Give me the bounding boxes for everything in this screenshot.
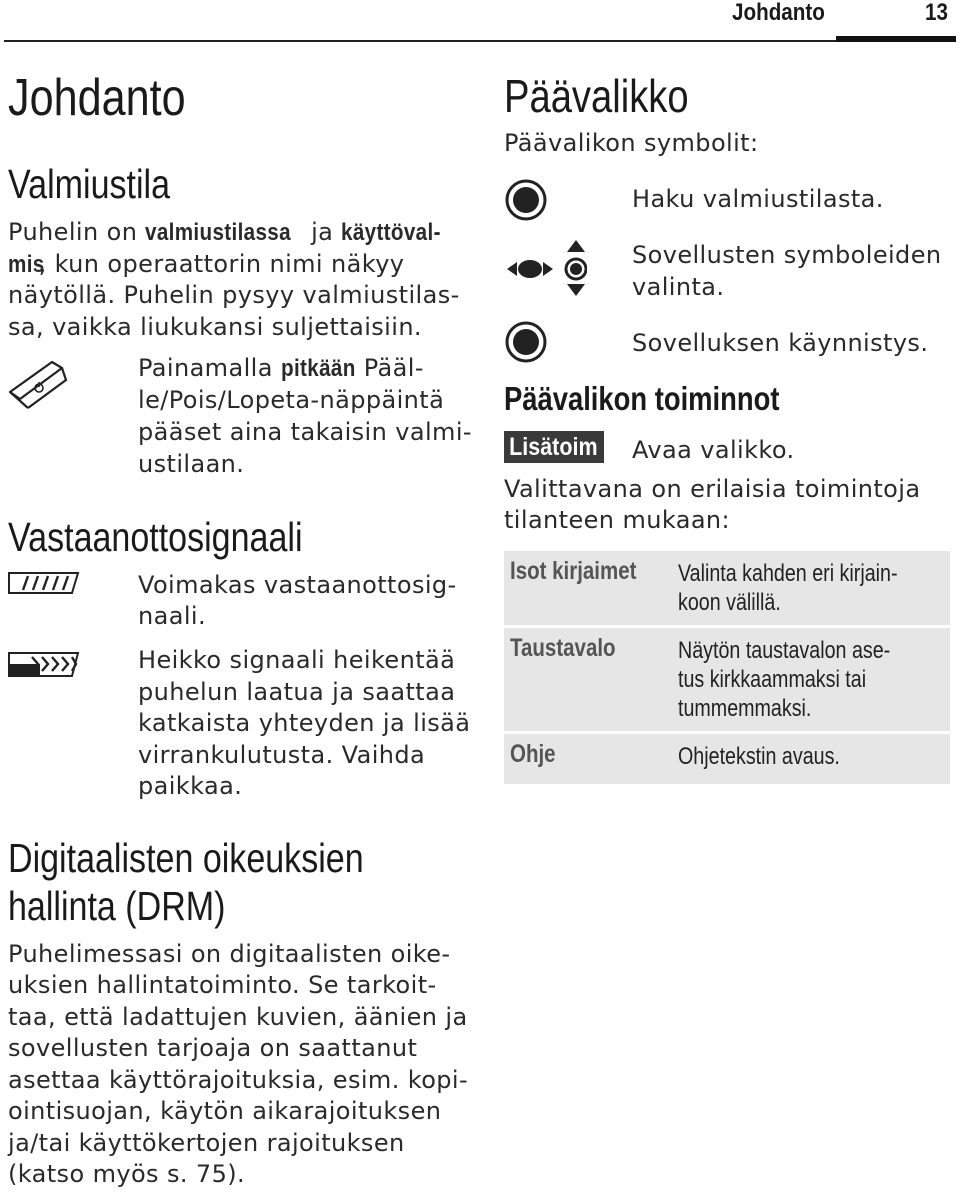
weak-signal-line-2: puhelun laatua ja saattaa [138, 678, 456, 706]
drm-line-6: ointisuojan, käytön aikarajoituksen [8, 1097, 442, 1125]
header-section-title: Johdanto [732, 0, 825, 26]
weak-signal-line-3: katkaista yhteyden ja lisää [138, 709, 471, 737]
option-name: Ohje [510, 740, 556, 768]
center-key-icon [505, 179, 547, 221]
standby-heading: Valmiustila [8, 161, 171, 207]
drm-line-3: taa, että ladattujen kuvien, äänien ja [8, 1003, 468, 1031]
symbol-1-text: Haku valmiustilasta. [632, 185, 884, 213]
weak-signal-icon [6, 648, 82, 682]
table-row [504, 628, 950, 731]
strong-signal-line-1: Voimakas vastaanottosig- [138, 571, 457, 599]
options-softkey[interactable] [504, 431, 604, 463]
standby-line-2: mis, kun operaattorin nimi näkyy [8, 250, 405, 278]
standby-key-line-2: le/Pois/Lopeta-näppäintä [138, 386, 445, 414]
table-row [504, 551, 950, 625]
page-title: Johdanto [8, 69, 186, 127]
symbol-3-text: Sovelluksen käynnistys. [632, 329, 929, 357]
header-page-number: 13 [925, 0, 948, 26]
option-description: Näytön taustavalon ase- tus kirkkaammaksi tai tummemmaksi. [678, 637, 891, 722]
options-softkey-label: Lisätoim [509, 433, 598, 461]
drm-line-8: (katso myös s. 75). [8, 1160, 246, 1188]
header-rule [4, 40, 956, 42]
drm-line-4: sovellusten tarjoaja on saattanut [8, 1034, 418, 1062]
option-description: Valinta kahden eri kirjain- koon välillä. [678, 560, 898, 616]
strong-signal-line-2: naali. [138, 602, 206, 630]
signal-heading: Vastaanottosignaali [8, 514, 303, 560]
symbols-intro: Päävalikon symbolit: [504, 129, 759, 157]
center-key-icon [505, 321, 547, 363]
symbol-2-line-1: Sovellusten symboleiden [632, 241, 942, 269]
standby-key-line-4: ustilaan. [138, 450, 245, 478]
drm-line-5: asettaa käyttörajoituksia, esim. kopi- [8, 1066, 469, 1094]
drm-line-2: uksien hallintatoiminto. Se tarkoit- [8, 971, 437, 999]
drm-line-1: Puhelimessasi on digitaalisten oike- [8, 940, 451, 968]
header-page-marker [836, 36, 956, 42]
navigation-key-icon [505, 238, 587, 298]
weak-signal-line-5: paikkaa. [138, 772, 243, 800]
symbol-2-line-2: valinta. [632, 273, 725, 301]
weak-signal-line-4: virrankulutusta. Vaihda [138, 741, 426, 769]
main-menu-title: Päävalikko [504, 70, 689, 122]
options-table [504, 551, 950, 787]
drm-line-7: ja/tai käyttökertojen rajoituksen [8, 1129, 405, 1157]
option-name: Isot kirjaimet [510, 557, 637, 585]
standby-line-3: näytöllä. Puhelin pysyy valmiustilas- [8, 281, 460, 309]
standby-line-1: Puhelin on valmiustilassa ja käyttöval- [8, 218, 442, 246]
end-key-icon [6, 352, 84, 414]
options-intro-line-1: Valittavana on erilaisia toimintoja [504, 475, 921, 503]
drm-heading-line-1: Digitaalisten oikeuksien [8, 835, 364, 881]
functions-heading: Päävalikon toiminnot [504, 380, 780, 417]
options-intro-line-2: tilanteen mukaan: [504, 506, 731, 534]
standby-key-line-1: Painamalla pitkään Pääl- [138, 354, 424, 382]
strong-signal-icon [6, 568, 82, 598]
standby-line-4: sa, vaikka liukukansi suljettaisiin. [8, 313, 422, 341]
option-description: Ohjetekstin avaus. [678, 743, 840, 770]
standby-key-line-3: pääset aina takaisin valmi- [138, 418, 472, 446]
weak-signal-line-1: Heikko signaali heikentää [138, 646, 456, 674]
option-name: Taustavalo [510, 634, 616, 662]
drm-heading-line-2: hallinta (DRM) [8, 883, 226, 929]
softkey-description: Avaa valikko. [632, 436, 795, 464]
table-row [504, 734, 950, 784]
